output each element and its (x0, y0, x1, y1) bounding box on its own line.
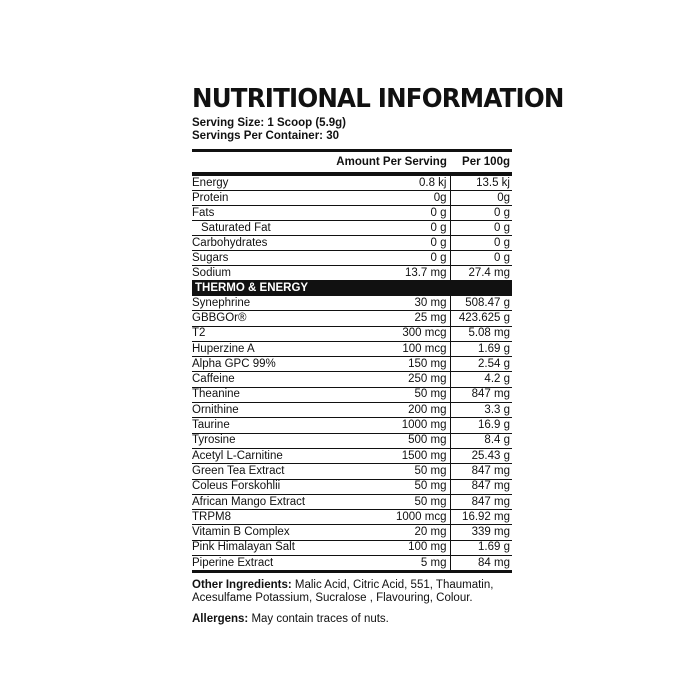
nutrition-label (192, 82, 564, 626)
col-per100-header: Per 100g (462, 156, 510, 168)
bottom-rule (192, 571, 512, 573)
nutrient-name: Carbohydrates (192, 236, 370, 251)
table-row (192, 326, 512, 341)
amount-per-serving: 0 g (370, 221, 450, 236)
amount-per-serving: 200 mg (370, 403, 450, 418)
nutrient-name: Saturated Fat (192, 221, 370, 236)
amount-per-100g: 847 mg (450, 464, 512, 479)
amount-per-serving: 1500 mg (370, 448, 450, 463)
table-row (192, 191, 512, 206)
amount-per-100g: 0 g (450, 221, 512, 236)
other-ingredients (192, 579, 512, 605)
amount-per-serving: 20 mg (370, 525, 450, 540)
nutrient-name: Energy (192, 176, 370, 191)
nutrient-name: Ornithine (192, 403, 370, 418)
amount-per-100g: 1.69 g (450, 341, 512, 356)
amount-per-100g: 84 mg (450, 556, 512, 571)
amount-per-serving: 0.8 kj (370, 176, 450, 191)
nutrient-name: GBBGOr® (192, 311, 370, 326)
amount-per-100g: 5.08 mg (450, 326, 512, 341)
amount-per-100g: 3.3 g (450, 403, 512, 418)
table-row (192, 403, 512, 418)
amount-per-serving: 250 mg (370, 372, 450, 387)
serving-info (192, 117, 512, 142)
nutrient-name: Alpha GPC 99% (192, 357, 370, 372)
amount-per-serving: 500 mg (370, 433, 450, 448)
amount-per-100g: 25.43 g (450, 448, 512, 463)
amount-per-serving: 150 mg (370, 357, 450, 372)
amount-per-100g: 847 mg (450, 494, 512, 509)
nutrient-name: T2 (192, 326, 370, 341)
amount-per-serving: 50 mg (370, 464, 450, 479)
amount-per-serving: 0 g (370, 251, 450, 266)
table-row (192, 311, 512, 326)
amount-per-100g: 8.4 g (450, 433, 512, 448)
table-row (192, 236, 512, 251)
nutrient-name: Tyrosine (192, 433, 370, 448)
nutrient-name: Huperzine A (192, 341, 370, 356)
table-row (192, 206, 512, 221)
nutrient-name: Acetyl L-Carnitine (192, 448, 370, 463)
amount-per-100g: 0 g (450, 251, 512, 266)
amount-per-serving: 30 mg (370, 296, 450, 311)
amount-per-100g: 2.54 g (450, 357, 512, 372)
amount-per-100g: 423.625 g (450, 311, 512, 326)
amount-per-serving: 1000 mcg (370, 510, 450, 525)
amount-per-serving: 50 mg (370, 479, 450, 494)
section-title-thermo: THERMO & ENERGY (192, 281, 512, 296)
amount-per-serving: 0 g (370, 206, 450, 221)
serving-size: Serving Size: 1 Scoop (5.9g) (192, 117, 347, 129)
table-row (192, 221, 512, 236)
table-row (192, 176, 512, 191)
amount-per-serving: 25 mg (370, 311, 450, 326)
amount-per-serving: 13.7 mg (370, 266, 450, 281)
nutrient-name: Theanine (192, 387, 370, 402)
table-row (192, 464, 512, 479)
nutrient-name: Synephrine (192, 296, 370, 311)
thermo-rows (192, 296, 512, 571)
amount-per-100g: 0 g (450, 206, 512, 221)
table-row (192, 372, 512, 387)
table-row (192, 251, 512, 266)
nutrient-name: Taurine (192, 418, 370, 433)
other-ingredients-line2: Acesulfame Potassium, Sucralose , Flavouring, Colour. (192, 592, 473, 605)
allergens-text: May contain traces of nuts. (248, 613, 389, 626)
amount-per-serving: 100 mcg (370, 341, 450, 356)
table-row (192, 341, 512, 356)
amount-per-100g: 13.5 kj (450, 176, 512, 191)
amount-per-serving: 50 mg (370, 387, 450, 402)
allergens (192, 613, 512, 626)
table-row (192, 494, 512, 509)
nutrition-table (192, 176, 512, 571)
table-row (192, 540, 512, 555)
amount-per-serving: 5 mg (370, 556, 450, 571)
nutrient-name: Green Tea Extract (192, 464, 370, 479)
amount-per-100g: 339 mg (450, 525, 512, 540)
nutrient-name: Sugars (192, 251, 370, 266)
nutrient-name: Protein (192, 191, 370, 206)
amount-per-100g: 847 mg (450, 387, 512, 402)
column-header (192, 152, 512, 172)
nutrient-name: Coleus Forskohlii (192, 479, 370, 494)
nutrient-name: Piperine Extract (192, 556, 370, 571)
servings-per-container: Servings Per Container: 30 (192, 129, 339, 142)
amount-per-100g: 1.69 g (450, 540, 512, 555)
label-title: NUTRITIONAL INFORMATION (192, 82, 564, 114)
table-row (192, 296, 512, 311)
amount-per-serving: 300 mcg (370, 326, 450, 341)
nutrient-name: Pink Himalayan Salt (192, 540, 370, 555)
nutrient-name: TRPM8 (192, 510, 370, 525)
amount-per-serving: 50 mg (370, 494, 450, 509)
section-header-row (192, 281, 512, 296)
amount-per-100g: 0g (450, 191, 512, 206)
amount-per-100g: 16.9 g (450, 418, 512, 433)
table-row (192, 433, 512, 448)
table-row (192, 266, 512, 281)
nutrient-name: Vitamin B Complex (192, 525, 370, 540)
table-row (192, 418, 512, 433)
table-row (192, 479, 512, 494)
amount-per-100g: 16.92 mg (450, 510, 512, 525)
col-amount-header: Amount Per Serving (336, 156, 447, 168)
nutrient-name: Fats (192, 206, 370, 221)
table-row (192, 510, 512, 525)
nutrient-name: Caffeine (192, 372, 370, 387)
table-row (192, 556, 512, 571)
table-row (192, 448, 512, 463)
amount-per-serving: 0 g (370, 236, 450, 251)
table-row (192, 357, 512, 372)
amount-per-100g: 27.4 mg (450, 266, 512, 281)
amount-per-100g: 508.47 g (450, 296, 512, 311)
amount-per-serving: 0g (370, 191, 450, 206)
amount-per-serving: 1000 mg (370, 418, 450, 433)
allergens-label: Allergens: (192, 613, 249, 626)
nutrient-name: African Mango Extract (192, 494, 370, 509)
table-row (192, 387, 512, 402)
amount-per-100g: 847 mg (450, 479, 512, 494)
basics-rows (192, 176, 512, 281)
table-row (192, 525, 512, 540)
amount-per-100g: 0 g (450, 236, 512, 251)
other-ingredients-label: Other Ingredients: (192, 579, 292, 592)
other-ingredients-line1: Malic Acid, Citric Acid, 551, Thaumatin, (291, 579, 494, 592)
nutrient-name: Sodium (192, 266, 370, 281)
amount-per-100g: 4.2 g (450, 372, 512, 387)
amount-per-serving: 100 mg (370, 540, 450, 555)
